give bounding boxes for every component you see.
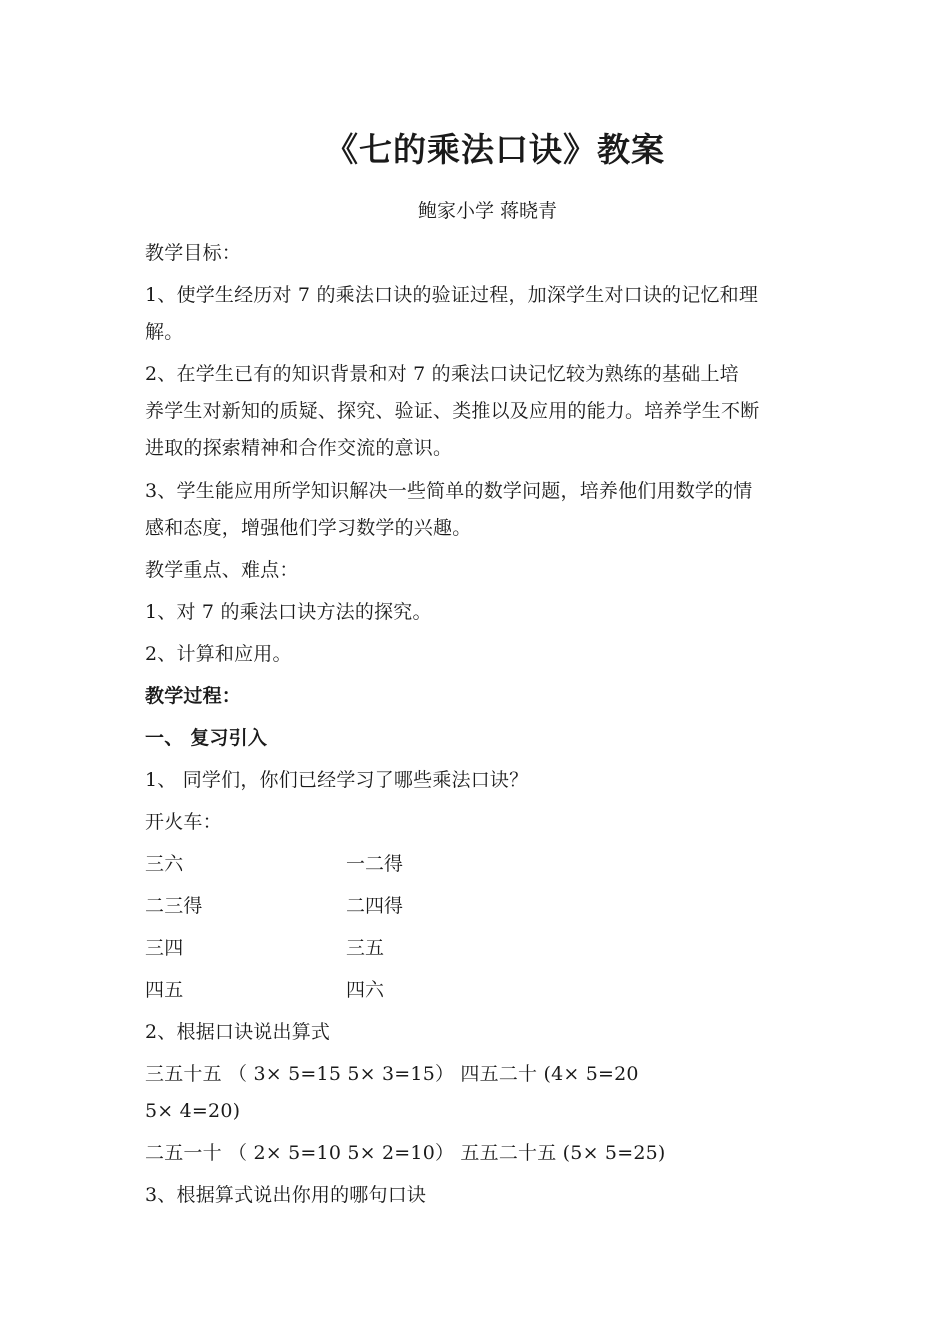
train-row-4-left: 四五 bbox=[145, 979, 184, 1001]
train-row-3-right: 三五 bbox=[346, 937, 385, 959]
author-line: 鲍家小学 蒋晓青 bbox=[417, 200, 558, 222]
objective-1-line-2: 解。 bbox=[145, 321, 184, 343]
process-heading: 教学过程： bbox=[145, 685, 242, 707]
section-1-heading: 一、 复习引入 bbox=[145, 727, 268, 749]
step-2: 2、根据口诀说出算式 bbox=[145, 1021, 331, 1043]
formula-row-1-line-2: 5× 4=20) bbox=[145, 1100, 241, 1122]
step-1: 1、 同学们，你们已经学习了哪些乘法口诀？ bbox=[145, 769, 529, 791]
train-row-2-right: 二四得 bbox=[346, 895, 404, 917]
objective-2-line-3: 进取的探索精神和合作交流的意识。 bbox=[145, 437, 453, 459]
formula-row-2: 二五一十 （ 2× 5=10 5× 2=10） 五五二十五 (5× 5=25) bbox=[145, 1142, 666, 1164]
keypoint-1: 1、对 7 的乘法口诀方法的探究。 bbox=[145, 601, 432, 623]
formula-row-1-line-1: 三五十五 （ 3× 5=15 5× 3=15） 四五二十 (4× 5=20 bbox=[145, 1063, 639, 1085]
train-row-1-right: 一二得 bbox=[346, 853, 404, 875]
keypoint-2: 2、计算和应用。 bbox=[145, 643, 292, 665]
objective-2-line-1: 2、在学生已有的知识背景和对 7 的乘法口诀记忆较为熟练的基础上培 bbox=[145, 363, 739, 385]
train-row-4-right: 四六 bbox=[346, 979, 385, 1001]
objective-3-line-2: 感和态度，增强他们学习数学的兴趣。 bbox=[145, 517, 472, 539]
train-row-2-left: 二三得 bbox=[145, 895, 203, 917]
step-3: 3、根据算式说出你用的哪句口诀 bbox=[145, 1184, 427, 1206]
objective-1-line-1: 1、使学生经历对 7 的乘法口诀的验证过程，加深学生对口诀的记忆和理 bbox=[145, 284, 759, 306]
train-row-3-left: 三四 bbox=[145, 937, 184, 959]
objective-2-line-2: 养学生对新知的质疑、探究、验证、类推以及应用的能力。培养学生不断 bbox=[145, 400, 760, 422]
train-label: 开火车： bbox=[145, 811, 222, 833]
document-title: 《七的乘法口诀》教案 bbox=[325, 130, 665, 169]
objectives-heading: 教学目标： bbox=[145, 242, 242, 264]
objective-3-line-1: 3、学生能应用所学知识解决一些简单的数学问题，培养他们用数学的情 bbox=[145, 480, 753, 502]
train-row-1-left: 三六 bbox=[145, 853, 184, 875]
keypoints-heading: 教学重点、难点： bbox=[145, 559, 299, 581]
